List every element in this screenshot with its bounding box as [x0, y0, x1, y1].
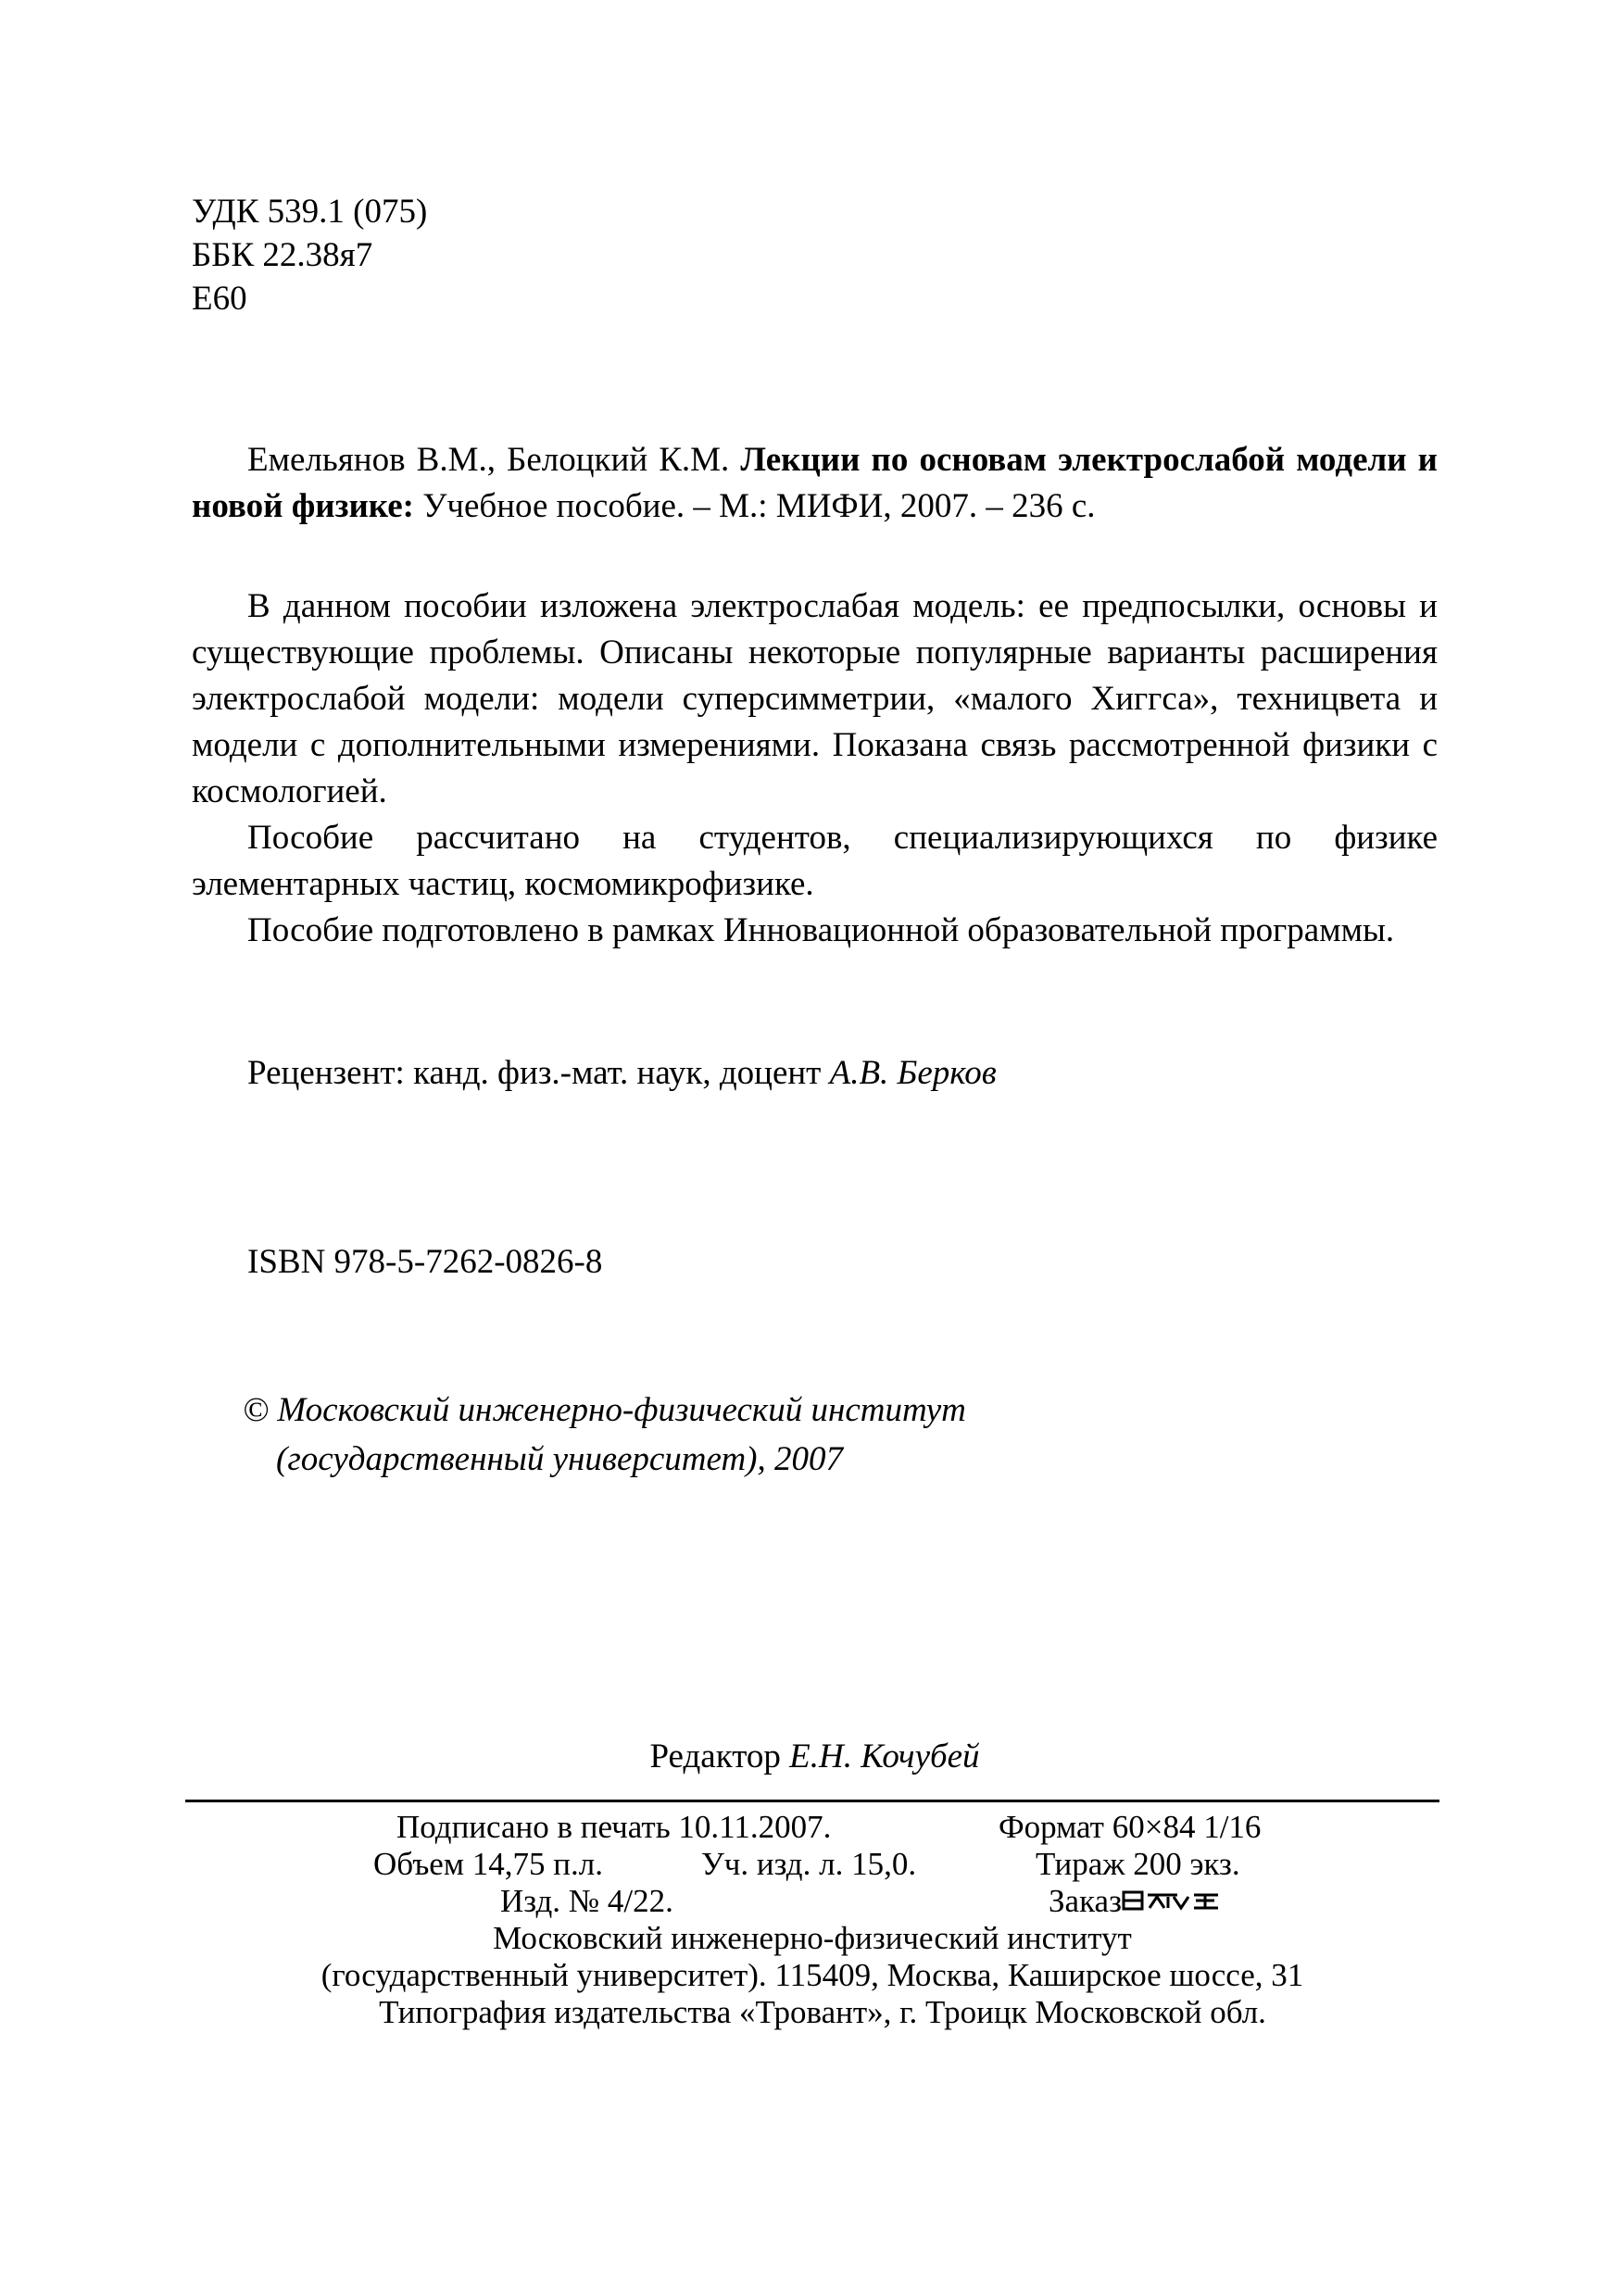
reviewer-name: А.В. Берков: [829, 1054, 997, 1092]
signed-for-print: Подписано в печать 10.11.2007.: [396, 1809, 832, 1845]
edition-number: Изд. № 4/22.: [500, 1883, 673, 1919]
imprint-divider: [185, 1800, 1439, 1802]
order-number-stamp: [1122, 1883, 1224, 1905]
classification-block: [192, 190, 748, 320]
copyright-line-2: (государственный университет), 2007: [276, 1440, 843, 1478]
print-run: Тираж 200 экз.: [1036, 1846, 1240, 1882]
author-code: Е60: [192, 280, 247, 318]
printer-info: Типография издательства «Тровант», г. Троицк Московской обл.: [379, 1994, 1266, 2030]
copyright-notice: [243, 1386, 1262, 1484]
udk-code: УДК 539.1 (075): [192, 193, 428, 231]
institute-address: (государственный университет). 115409, Москва, Каширское шоссе, 31: [320, 1957, 1304, 1993]
imprint-block: [185, 1809, 1439, 2031]
imprint-row: [185, 1809, 1439, 1846]
annotation-paragraph: В данном пособии изложена электрослабая модель: ее предпосылки, основы и существующие проблемы. Описаны некоторые популярные варианты расширения электрослабой модели: модели суперсимметрии, «малого Хиггса», техницвета и модели с дополнительными измерениями. Показана связь рассмотренной физики с космологией.: [192, 587, 1438, 810]
isbn: ISBN 978-5-7262-0826-8: [247, 1243, 603, 1281]
reviewer-label: Рецензент: канд. физ.-мат. наук, доцент: [247, 1054, 822, 1092]
citation-details: Учебное пособие. – М.: МИФИ, 2007. – 236 с.: [422, 487, 1096, 525]
editor-label: Редактор: [649, 1738, 781, 1775]
editor-name: Е.Н. Кочубей: [789, 1738, 980, 1775]
paper-format: Формат 60×84 1/16: [999, 1809, 1262, 1845]
citation-authors: Емельянов В.М., Белоцкий К.М.: [247, 441, 730, 479]
copyright-line-1: © Московский инженерно-физический институт: [243, 1391, 966, 1429]
reviewer-line: [247, 1050, 1359, 1097]
order-label: Заказ: [1049, 1883, 1122, 1919]
annotation-paragraph: Пособие подготовлено в рамках Инновационной образовательной программы.: [247, 911, 1395, 949]
volume: Объем 14,75 п.л.: [373, 1846, 603, 1882]
bibliographic-citation: [192, 437, 1438, 530]
institute-name: Московский инженерно-физический институт: [493, 1920, 1132, 1956]
annotation-paragraph: Пособие рассчитано на студентов, специализирующихся по физике элементарных частиц, космомикрофизике.: [192, 819, 1438, 903]
imprint-row: [185, 1883, 1439, 1920]
publisher-sheets: Уч. изд. л. 15,0.: [701, 1846, 917, 1882]
annotation: [192, 583, 1438, 954]
citation-title: Лекции по основам электрослабой модели и новой физике:: [192, 441, 1439, 525]
order-field: [1049, 1883, 1122, 1920]
imprint-row: [185, 1846, 1439, 1883]
editor-line: [192, 1734, 1438, 1780]
bbk-code: ББК 22.38я7: [192, 236, 373, 274]
